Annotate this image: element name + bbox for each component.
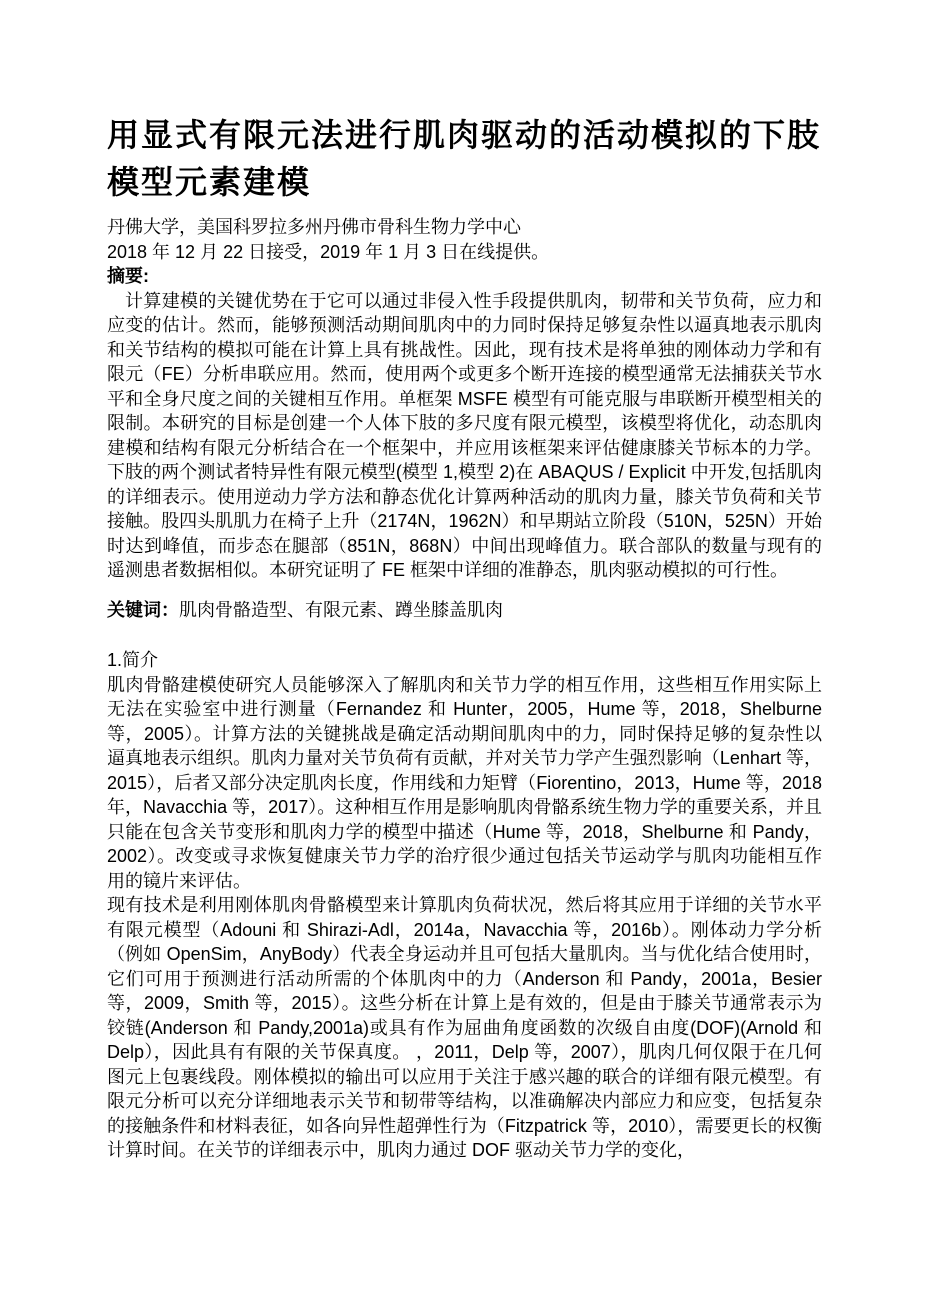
keywords-label: 关键词： xyxy=(107,599,179,620)
abstract-paragraph: 计算建模的关键优势在于它可以通过非侵入性手段提供肌肉，韧带和关节负荷，应力和应变的估计。然而，能够预测活动期间肌肉中的力同时保持足够复杂性以逼真地表示肌肉和关节结构的模拟可能在计算上具有挑战性。因此，现有技术是将单独的刚体动力学和有限元（FE）分析串联应用。然而，使用两个或更多个断开连接的模型通常无法捕获关节水平和全身尺度之间的关键相互作用。单框架 MSFE 模型有可能克服与串联断开模型相关的限制。本研究的目标是创建一个人体下肢的多尺度有限元模型，该模型将优化，动态肌肉建模和结构有限元分析结合在一个框架中，并应用该框架来评估健康膝关节标本的力学。下肢的两个测试者特异性有限元模型(模型 1,模型 2)在 ABAQUS / Explicit 中开发,包括肌肉的详细表示。使用逆动力学方法和静态优化计算两种活动的肌肉力量，膝关节负荷和关节接触。股四头肌肌力在椅子上升（2174N，1962N）和早期站立阶段（510N，525N）开始时达到峰值，而步态在腿部（851N，868N）中间出现峰值力。联合部队的数量与现有的遥测患者数据相似。本研究证明了 FE 框架中详细的准静态，肌肉驱动模拟的可行性。 xyxy=(107,290,822,580)
intro-paragraph-1: 肌肉骨骼建模使研究人员能够深入了解肌肉和关节力学的相互作用，这些相互作用实际上无法在实验室中进行测量（Fernandez 和 Hunter，2005，Hume 等，2018，Shelburne 等，2005）。计算方法的关键挑战是确定活动期间肌肉中的力，同时保持足够的复杂性以逼真地表示组织。肌肉力量对关节负荷有贡献，并对关节力学产生强烈影响（Lenhart 等，2015），后者又部分决定肌肉长度，作用线和力矩臂（Fiorentino，2013，Hume 等，2018 年，Navacchia 等，2017）。这种相互作用是影响肌肉骨骼系统生物力学的重要关系，并且只能在包含关节变形和肌肉力学的模型中描述（Hume 等，2018，Shelburne 和 Pandy，2002）。改变或寻求恢复健康关节力学的治疗很少通过包括关节运动学与肌肉功能相互作用的镜片来评估。 xyxy=(107,674,822,891)
keywords-line xyxy=(107,598,822,623)
paper-title: 用显式有限元法进行肌肉驱动的活动模拟的下肢模型元素建模 xyxy=(107,117,822,200)
keywords-text: 肌肉骨骼造型、有限元素、蹲坐膝盖肌肉 xyxy=(179,599,503,620)
dates-line: 2018 年 12 月 22 日接受，2019 年 1 月 3 日在线提供。 xyxy=(107,241,550,262)
affiliation-line: 丹佛大学，美国科罗拉多州丹佛市骨科生物力学中心 xyxy=(107,217,521,237)
section-1-heading: 1.简介 xyxy=(107,650,159,670)
intro-paragraph-2: 现有技术是利用刚体肌肉骨骼模型来计算肌肉负荷状况，然后将其应用于详细的关节水平有限元模型（Adouni 和 Shirazi-Adl，2014a，Navacchia 等，2016b）。刚体动力学分析（例如 OpenSim，AnyBody）代表全身运动并且可包括大量肌肉。当与优化结合使用时，它们可用于预测进行活动所需的个体肌肉中的力（Anderson 和 Pandy，2001a，Besier 等，2009，Smith 等，2015）。这些分析在计算上是有效的，但是由于膝关节通常表示为铰链(Anderson 和 Pandy,2001a)或具有作为屈曲角度函数的次级自由度(DOF)(Arnold 和 Delp），因此具有有限的关节保真度。 ，2011，Delp 等，2007），肌肉几何仅限于在几何图元上包裹线段。刚体模拟的输出可以应用于关注于感兴趣的联合的详细有限元模型。有限元分析可以充分详细地表示关节和韧带等结构，以准确解决内部应力和应变，包括复杂的接触条件和材料表征，如各向异性超弹性行为（Fitzpatrick 等，2010），需要更长的权衡计算时间。在关节的详细表示中，肌肉力通过 DOF 驱动关节力学的变化， xyxy=(107,895,822,1160)
abstract-heading: 摘要: xyxy=(107,266,149,286)
